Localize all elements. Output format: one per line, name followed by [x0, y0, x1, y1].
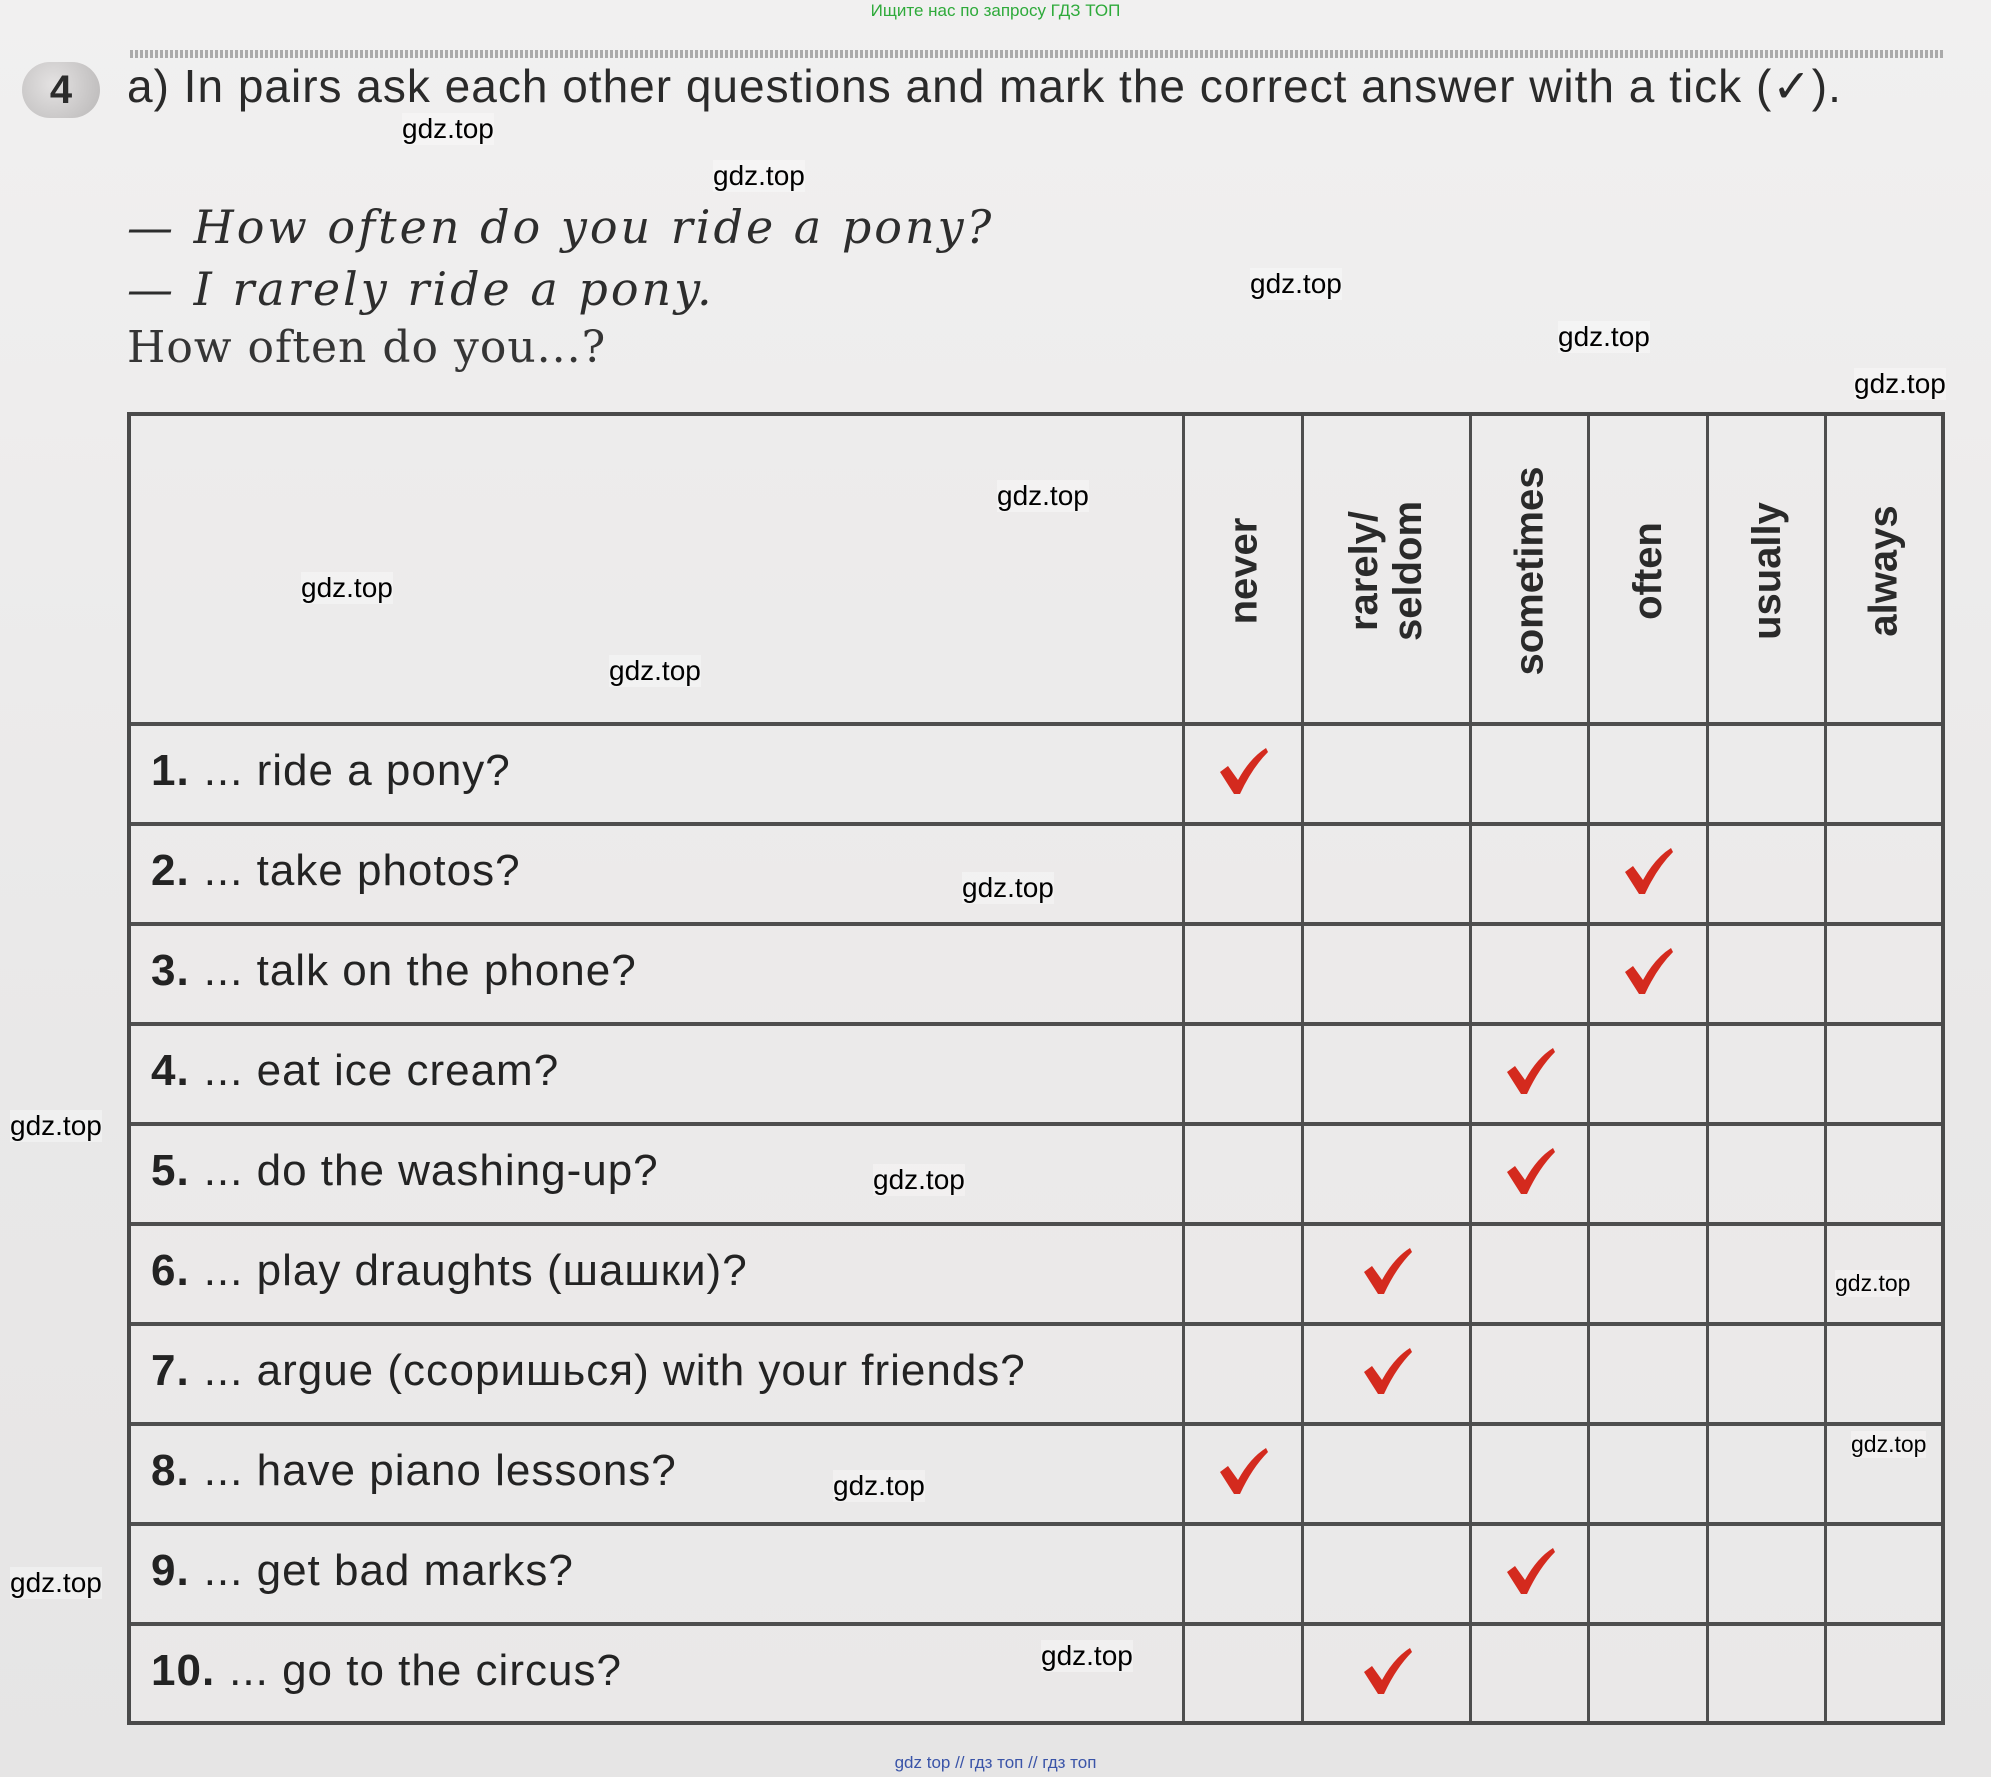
column-header-always — [1827, 416, 1941, 726]
table-row — [151, 1446, 677, 1496]
frequency-table — [127, 412, 1945, 1725]
watermark[interactable]: gdz.top — [833, 1470, 925, 1501]
row-question: ... have piano lessons? — [203, 1446, 677, 1495]
row-number: 8. — [151, 1446, 190, 1495]
row-number: 5. — [151, 1146, 190, 1195]
watermark[interactable]: gdz.top — [10, 1567, 102, 1598]
row-question: ... take photos? — [203, 846, 521, 895]
row-question: ... go to the circus? — [229, 1646, 622, 1695]
table-row — [151, 1346, 1026, 1396]
watermark[interactable]: gdz.top — [997, 480, 1089, 511]
watermark[interactable]: gdz.top — [962, 872, 1054, 903]
header-label: sometimes — [1507, 466, 1552, 676]
column-header-sometimes — [1472, 416, 1587, 726]
table-row — [151, 1246, 748, 1296]
watermark[interactable]: gdz.top — [1835, 1270, 1911, 1296]
row-question: ... eat ice cream? — [203, 1046, 560, 1095]
table-row — [151, 1646, 622, 1696]
row-divider — [131, 1322, 1941, 1326]
tick-mark-icon — [1503, 1144, 1557, 1198]
watermark[interactable]: gdz.top — [873, 1164, 965, 1195]
table-row — [151, 746, 511, 796]
row-question: ... play draughts (шашки)? — [203, 1246, 748, 1295]
bottom-banner[interactable]: gdz top // гдз топ // гдз топ — [894, 1753, 1097, 1772]
row-divider — [131, 1022, 1941, 1026]
top-banner[interactable]: Ищите нас по запросу ГДЗ ТОП — [870, 1, 1121, 20]
column-header-usually — [1709, 416, 1824, 726]
table-row — [151, 1146, 659, 1196]
tick-mark-icon — [1360, 1344, 1414, 1398]
tick-mark-icon — [1621, 944, 1675, 998]
watermark[interactable]: gdz.top — [609, 655, 701, 686]
tick-mark-icon — [1216, 744, 1270, 798]
tick-mark-icon — [1503, 1044, 1557, 1098]
row-number: 1. — [151, 746, 190, 795]
example-question: — How often do you ride a pony? — [127, 200, 995, 254]
row-divider — [131, 822, 1941, 826]
watermark[interactable]: gdz.top — [1854, 368, 1946, 399]
column-header-often — [1590, 416, 1706, 726]
row-number: 2. — [151, 846, 190, 895]
table-row — [151, 1546, 574, 1596]
row-number: 7. — [151, 1346, 190, 1395]
row-divider — [131, 1122, 1941, 1126]
row-question: ... talk on the phone? — [203, 946, 637, 995]
tick-mark-icon — [1360, 1644, 1414, 1698]
watermark[interactable]: gdz.top — [1041, 1640, 1133, 1671]
watermark[interactable]: gdz.top — [1250, 268, 1342, 299]
watermark[interactable]: gdz.top — [10, 1110, 102, 1141]
row-divider — [131, 922, 1941, 926]
header-label-line2: seldom — [1386, 500, 1431, 642]
row-question: ... ride a pony? — [203, 746, 511, 795]
row-number: 6. — [151, 1246, 190, 1295]
row-divider — [131, 1222, 1941, 1226]
row-divider — [131, 1522, 1941, 1526]
header-label: never — [1221, 517, 1265, 625]
tick-mark-icon — [1503, 1544, 1557, 1598]
header-label: often — [1625, 522, 1670, 620]
tick-mark-icon — [1216, 1444, 1270, 1498]
exercise-number-badge: 4 — [22, 62, 100, 118]
row-number: 4. — [151, 1046, 190, 1095]
row-number: 10. — [151, 1646, 216, 1695]
row-divider — [131, 1622, 1941, 1626]
table-row — [151, 1046, 559, 1096]
tick-mark-icon — [1621, 844, 1675, 898]
table-row — [151, 846, 521, 896]
table-row — [151, 946, 637, 996]
row-divider — [131, 1422, 1941, 1426]
header-label: usually — [1744, 502, 1789, 640]
column-header-never — [1185, 416, 1301, 726]
row-number: 9. — [151, 1546, 190, 1595]
column-header-rarely-seldom — [1304, 416, 1469, 726]
tick-mark-icon — [1360, 1244, 1414, 1298]
row-question: ... do the washing-up? — [203, 1146, 659, 1195]
watermark[interactable]: gdz.top — [713, 160, 805, 191]
row-question: ... get bad marks? — [203, 1546, 574, 1595]
watermark[interactable]: gdz.top — [1558, 321, 1650, 352]
top-dashed-rule — [130, 50, 1945, 58]
header-label: always — [1862, 505, 1906, 637]
row-number: 3. — [151, 946, 190, 995]
watermark[interactable]: gdz.top — [402, 113, 494, 144]
header-label: rarely/ — [1342, 510, 1387, 632]
table-prompt: How often do you...? — [127, 322, 607, 373]
exercise-instruction: a) In pairs ask each other questions and mark the correct answer with a tick (✓). — [127, 60, 1842, 112]
watermark[interactable]: gdz.top — [1851, 1431, 1927, 1457]
example-answer: — I rarely ride a pony. — [127, 262, 715, 316]
watermark[interactable]: gdz.top — [301, 572, 393, 603]
row-question: ... argue (ссоришься) with your friends? — [203, 1346, 1026, 1395]
